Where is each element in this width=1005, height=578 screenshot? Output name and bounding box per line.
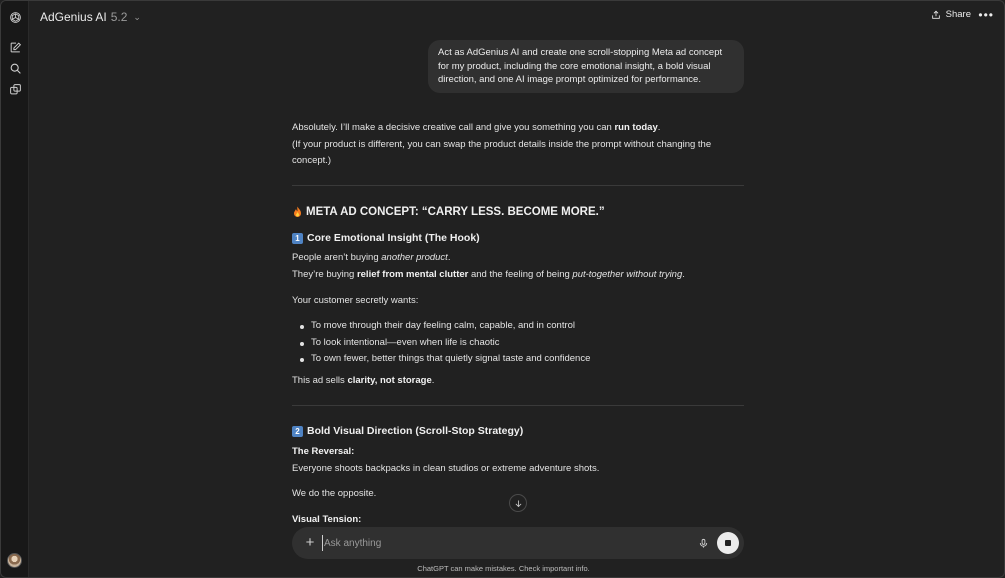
intro-text-end: .	[657, 122, 661, 133]
divider	[292, 405, 744, 406]
concept-title: META AD CONCEPT: “CARRY LESS. BECOME MORE.”	[306, 206, 605, 218]
logo-icon[interactable]	[7, 9, 23, 25]
sells-line	[292, 373, 434, 390]
insight-em: another product	[381, 252, 448, 263]
sells-bold: clarity, not storage	[347, 375, 432, 386]
wants-list	[292, 318, 744, 368]
opposite-line: We do the opposite.	[292, 488, 377, 499]
arrow-down-icon	[514, 499, 523, 508]
chat-input[interactable]	[322, 535, 692, 551]
divider	[292, 185, 744, 186]
model-selector[interactable]	[40, 10, 141, 24]
insight-bold: relief from mental clutter	[356, 268, 469, 280]
insight-text-3: and the feeling of being	[468, 268, 573, 280]
keycap-two-icon: 2	[292, 426, 303, 437]
intro-bold: run today	[614, 122, 658, 133]
section-1-title: Core Emotional Insight (The Hook)	[307, 232, 480, 244]
sidebar	[1, 1, 29, 578]
search-icon[interactable]	[7, 60, 23, 76]
chevron-down-icon: ⌄	[133, 11, 141, 22]
insight-paragraph	[292, 250, 744, 283]
disclaimer: ChatGPT can make mistakes. Check important info.	[417, 564, 590, 573]
intro-paragraph	[292, 120, 744, 170]
model-version: 5.2	[110, 10, 128, 24]
sells-text: This ad sells	[292, 375, 348, 386]
user-message-text: Act as AdGenius AI and create one scroll-stopping Meta ad concept for my product, including the core emotional insight, a bold visual direction, and one AI image prompt optimized for performance.	[438, 47, 723, 85]
fire-icon	[292, 206, 303, 218]
keycap-one-icon: 1	[292, 233, 303, 244]
app-name: AdGenius AI	[40, 10, 107, 24]
library-icon[interactable]	[7, 81, 23, 97]
reversal-block	[292, 444, 599, 477]
user-message-bubble	[428, 40, 744, 93]
scroll-down-button[interactable]	[509, 494, 527, 512]
section-2-title: Bold Visual Direction (Scroll-Stop Strategy)	[307, 425, 524, 437]
concept-heading	[292, 204, 605, 221]
share-button[interactable]	[931, 9, 971, 20]
reversal-text: Everyone shoots backpacks in clean studios or extreme adventure shots.	[292, 462, 600, 474]
section-1-heading	[292, 230, 480, 247]
insight-text-end: .	[447, 252, 451, 263]
insight-em-2: put-together without trying	[572, 268, 683, 280]
section-2-heading	[292, 423, 523, 440]
insight-text-end-2: .	[682, 268, 685, 280]
stop-button[interactable]	[717, 532, 739, 554]
plus-icon[interactable]: +	[305, 534, 315, 551]
insight-text: People aren’t buying	[292, 252, 382, 263]
more-options-button[interactable]: •••	[978, 8, 994, 22]
reversal-label: The Reversal:	[292, 446, 355, 457]
tension-label: Visual Tension:	[292, 514, 362, 525]
stop-icon	[725, 540, 731, 546]
microphone-icon[interactable]	[696, 536, 710, 550]
share-icon	[931, 10, 941, 20]
list-item: To own fewer, better things that quietly signal taste and confidence	[292, 351, 744, 368]
wants-intro: Your customer secretly wants:	[292, 295, 419, 306]
new-chat-icon[interactable]	[7, 39, 23, 55]
list-item: To look intentional—even when life is chaotic	[292, 335, 744, 352]
intro-text: Absolutely. I’ll make a decisive creative call and give you something you can	[292, 122, 615, 133]
intro-note: (If your product is different, you can swap the product details inside the prompt without changing the concept.)	[292, 138, 712, 166]
sells-text-end: .	[431, 375, 435, 386]
list-item: To move through their day feeling calm, capable, and in control	[292, 318, 744, 335]
insight-text-2: They’re buying	[292, 268, 357, 280]
share-label: Share	[945, 9, 971, 20]
top-bar	[29, 1, 1004, 33]
composer	[292, 527, 744, 559]
